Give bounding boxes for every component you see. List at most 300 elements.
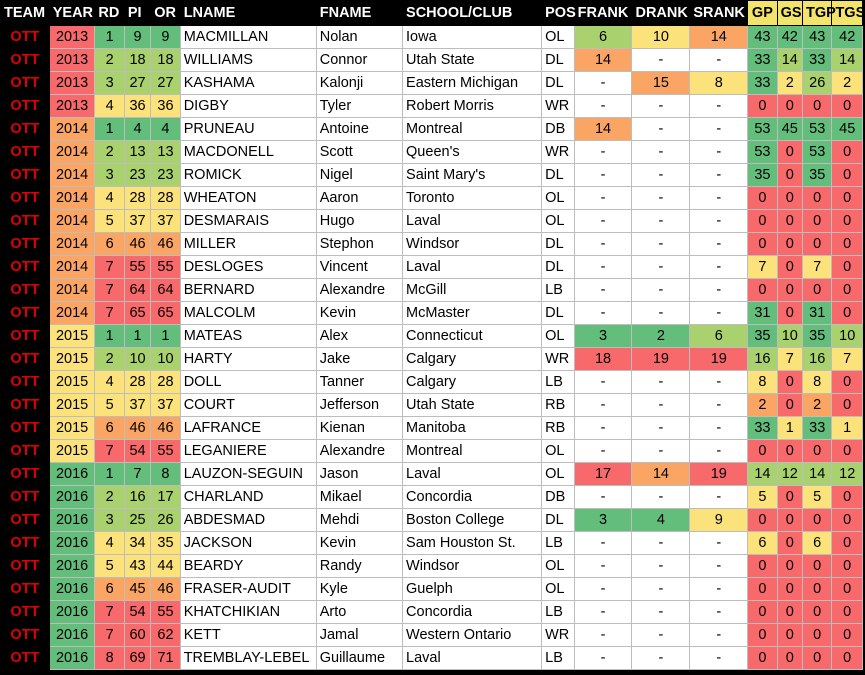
cell-school-club: Montreal [403,440,542,463]
column-header-school-club[interactable]: SCHOOL/CLUB [403,1,542,26]
cell-school-club: Robert Morris [403,95,542,118]
cell-frank: - [574,95,632,118]
cell-srank: - [690,371,748,394]
cell-or: 13 [151,141,180,164]
cell-fname: Tyler [316,95,402,118]
cell-or: 64 [151,279,180,302]
cell-drank: - [632,210,690,233]
cell-gs: 0 [777,555,802,578]
cell-drank: - [632,49,690,72]
cell-pos: WR [542,348,574,371]
cell-rd: 4 [95,187,124,210]
cell-team: OTT [1,532,50,555]
cell-gs: 10 [777,325,802,348]
cell-tgp: 0 [803,578,832,601]
cell-gs: 0 [777,164,802,187]
cell-school-club: Laval [403,647,542,670]
table-row[interactable] [1,417,863,440]
column-header-tgs[interactable]: TGS [832,1,863,26]
cell-pos: LB [542,601,574,624]
table-row[interactable] [1,394,863,417]
cell-drank: - [632,118,690,141]
cell-fname: Alexandre [316,279,402,302]
cell-gp: 16 [748,348,777,371]
cell-drank: - [632,394,690,417]
cell-srank: - [690,302,748,325]
cell-gp: 0 [748,578,777,601]
cell-tgs: 0 [832,578,863,601]
cell-or: 1 [151,325,180,348]
cell-lname: HARTY [180,348,316,371]
table-row[interactable] [1,509,863,532]
cell-year: 2016 [49,463,95,486]
cell-tgp: 0 [803,555,832,578]
cell-frank: - [574,302,632,325]
cell-lname: DOLL [180,371,316,394]
cell-pi: 1 [124,325,150,348]
cell-rd: 5 [95,555,124,578]
cell-team: OTT [1,49,50,72]
cell-team: OTT [1,463,50,486]
cell-srank: 8 [690,72,748,95]
header-row [1,1,863,26]
cell-tgs: 0 [832,532,863,555]
cell-rd: 4 [95,95,124,118]
cell-year: 2015 [49,440,95,463]
cell-lname: KHATCHIKIAN [180,601,316,624]
cell-or: 8 [151,463,180,486]
cell-fname: Nigel [316,164,402,187]
cell-school-club: Iowa [403,26,542,49]
table-row[interactable] [1,256,863,279]
column-header-rd[interactable]: RD [95,1,124,26]
cell-school-club: Western Ontario [403,624,542,647]
table-row[interactable] [1,601,863,624]
cell-school-club: Windsor [403,555,542,578]
cell-drank: - [632,256,690,279]
cell-gs: 0 [777,371,802,394]
cell-year: 2016 [49,486,95,509]
table-row[interactable] [1,555,863,578]
cell-tgp: 0 [803,210,832,233]
table-row[interactable] [1,164,863,187]
cell-rd: 3 [95,72,124,95]
column-header-gs[interactable]: GS [777,1,802,26]
cell-gp: 0 [748,440,777,463]
cell-or: 44 [151,555,180,578]
cell-pos: DL [542,49,574,72]
cell-fname: Alex [316,325,402,348]
cell-rd: 7 [95,302,124,325]
cell-drank: - [632,95,690,118]
cell-frank: - [574,555,632,578]
cell-gs: 0 [777,624,802,647]
table-row[interactable] [1,440,863,463]
cell-gp: 0 [748,95,777,118]
cell-gs: 45 [777,118,802,141]
cell-tgp: 26 [803,72,832,95]
cell-year: 2013 [49,95,95,118]
cell-fname: Jefferson [316,394,402,417]
column-header-srank[interactable]: SRANK [690,1,748,26]
cell-rd: 4 [95,371,124,394]
cell-pi: 37 [124,394,150,417]
cell-tgs: 0 [832,233,863,256]
column-header-year[interactable]: YEAR [49,1,95,26]
cell-drank: - [632,371,690,394]
table-row[interactable] [1,233,863,256]
cell-drank: - [632,417,690,440]
column-header-gp[interactable]: GP [748,1,777,26]
cell-team: OTT [1,256,50,279]
cell-fname: Guillaume [316,647,402,670]
cell-srank: - [690,187,748,210]
cell-tgp: 2 [803,394,832,417]
cell-pi: 7 [124,463,150,486]
cell-frank: - [574,532,632,555]
cell-pos: DL [542,164,574,187]
cell-srank: - [690,578,748,601]
cell-drank: - [632,279,690,302]
cell-gs: 1 [777,417,802,440]
cell-srank: - [690,486,748,509]
cell-fname: Arto [316,601,402,624]
table-row[interactable] [1,187,863,210]
cell-gs: 2 [777,72,802,95]
cell-gp: 53 [748,141,777,164]
cell-or: 46 [151,578,180,601]
cell-rd: 1 [95,463,124,486]
cell-frank: - [574,279,632,302]
cell-school-club: Utah State [403,394,542,417]
cell-gp: 35 [748,164,777,187]
cell-or: 28 [151,371,180,394]
cell-rd: 6 [95,578,124,601]
cell-lname: DESMARAIS [180,210,316,233]
cell-gs: 0 [777,532,802,555]
cell-srank: - [690,164,748,187]
cell-pi: 25 [124,509,150,532]
cell-fname: Alexandre [316,440,402,463]
cell-fname: Mikael [316,486,402,509]
cell-pos: LB [542,532,574,555]
cell-gp: 0 [748,601,777,624]
cell-school-club: McGill [403,279,542,302]
cell-rd: 5 [95,210,124,233]
cell-gp: 8 [748,371,777,394]
cell-lname: BEARDY [180,555,316,578]
cell-year: 2014 [49,233,95,256]
table-row[interactable] [1,647,863,670]
cell-gp: 2 [748,394,777,417]
cell-pos: WR [542,141,574,164]
column-header-team[interactable]: TEAM [1,1,50,26]
cell-team: OTT [1,325,50,348]
cell-tgs: 0 [832,371,863,394]
cell-tgs: 42 [832,26,863,49]
cell-frank: 18 [574,348,632,371]
cell-rd: 7 [95,279,124,302]
column-header-lname[interactable]: LNAME [180,1,316,26]
cell-lname: MATEAS [180,325,316,348]
cell-tgs: 0 [832,141,863,164]
cell-team: OTT [1,348,50,371]
table-row[interactable] [1,486,863,509]
cell-school-club: Eastern Michigan [403,72,542,95]
cell-lname: DESLOGES [180,256,316,279]
cell-pi: 64 [124,279,150,302]
cell-lname: MACDONELL [180,141,316,164]
cell-school-club: Concordia [403,601,542,624]
cell-rd: 1 [95,26,124,49]
cell-team: OTT [1,233,50,256]
cell-gs: 0 [777,95,802,118]
cell-fname: Kevin [316,532,402,555]
cell-tgs: 0 [832,624,863,647]
cell-school-club: Utah State [403,49,542,72]
cell-srank: - [690,118,748,141]
column-header-frank[interactable]: FRANK [574,1,632,26]
cell-school-club: Saint Mary's [403,164,542,187]
cell-gs: 0 [777,394,802,417]
table-row[interactable] [1,95,863,118]
cell-pi: 69 [124,647,150,670]
cell-year: 2014 [49,187,95,210]
cell-drank: 19 [632,348,690,371]
cell-tgs: 12 [832,463,863,486]
cell-tgp: 6 [803,532,832,555]
cell-team: OTT [1,210,50,233]
cell-srank: - [690,601,748,624]
cell-tgp: 14 [803,463,832,486]
cell-pi: 60 [124,624,150,647]
cell-year: 2016 [49,509,95,532]
cell-year: 2015 [49,417,95,440]
cell-gs: 0 [777,486,802,509]
cell-school-club: Laval [403,210,542,233]
cell-tgp: 53 [803,141,832,164]
table-row[interactable] [1,578,863,601]
cell-or: 37 [151,210,180,233]
cell-pi: 37 [124,210,150,233]
cell-school-club: Laval [403,256,542,279]
cell-pos: OL [542,26,574,49]
cell-fname: Jake [316,348,402,371]
cell-gp: 0 [748,647,777,670]
cell-pi: 34 [124,532,150,555]
table-row[interactable] [1,325,863,348]
cell-year: 2015 [49,348,95,371]
cell-gs: 14 [777,49,802,72]
cell-tgp: 33 [803,49,832,72]
cell-gp: 35 [748,325,777,348]
cell-fname: Kienan [316,417,402,440]
cell-tgp: 0 [803,647,832,670]
cell-or: 26 [151,509,180,532]
cell-tgs: 0 [832,256,863,279]
cell-frank: 14 [574,118,632,141]
cell-tgs: 0 [832,486,863,509]
cell-school-club: Laval [403,463,542,486]
table-row[interactable] [1,624,863,647]
cell-rd: 2 [95,486,124,509]
cell-fname: Jamal [316,624,402,647]
cell-gp: 6 [748,532,777,555]
cell-school-club: Boston College [403,509,542,532]
table-row[interactable] [1,532,863,555]
cell-lname: WHEATON [180,187,316,210]
cell-pi: 10 [124,348,150,371]
column-header-pos[interactable]: POS [542,1,574,26]
cell-team: OTT [1,601,50,624]
column-header-drank[interactable]: DRANK [632,1,690,26]
cell-tgs: 0 [832,210,863,233]
cell-gs: 0 [777,210,802,233]
cell-lname: TREMBLAY-LEBEL [180,647,316,670]
cell-srank: - [690,532,748,555]
cell-rd: 8 [95,647,124,670]
cell-or: 10 [151,348,180,371]
column-header-or[interactable]: OR [151,1,180,26]
cell-gp: 7 [748,256,777,279]
table-row[interactable] [1,210,863,233]
cell-drank: - [632,624,690,647]
cell-rd: 3 [95,164,124,187]
cell-drank: - [632,647,690,670]
cell-pos: RB [542,417,574,440]
cell-gp: 33 [748,49,777,72]
cell-tgs: 0 [832,164,863,187]
cell-pi: 9 [124,26,150,49]
cell-frank: - [574,210,632,233]
cell-lname: LEGANIERE [180,440,316,463]
cell-tgp: 0 [803,509,832,532]
cell-year: 2013 [49,72,95,95]
cell-gp: 14 [748,463,777,486]
cell-tgs: 0 [832,647,863,670]
column-header-pi[interactable]: PI [124,1,150,26]
cell-year: 2016 [49,532,95,555]
cell-srank: 19 [690,463,748,486]
cell-pos: OL [542,555,574,578]
cell-year: 2014 [49,118,95,141]
cell-drank: - [632,601,690,624]
cell-frank: - [574,394,632,417]
cell-lname: COURT [180,394,316,417]
cell-frank: 14 [574,49,632,72]
cell-fname: Kevin [316,302,402,325]
cell-or: 65 [151,302,180,325]
cell-fname: Connor [316,49,402,72]
cell-srank: - [690,440,748,463]
table-row[interactable] [1,279,863,302]
cell-pi: 55 [124,256,150,279]
cell-fname: Hugo [316,210,402,233]
cell-rd: 2 [95,348,124,371]
cell-pi: 54 [124,601,150,624]
cell-tgp: 0 [803,601,832,624]
cell-or: 28 [151,187,180,210]
cell-team: OTT [1,95,50,118]
cell-team: OTT [1,26,50,49]
cell-srank: - [690,49,748,72]
cell-gs: 0 [777,187,802,210]
cell-frank: 6 [574,26,632,49]
cell-gs: 42 [777,26,802,49]
table-row[interactable] [1,141,863,164]
cell-drank: - [632,578,690,601]
column-header-fname[interactable]: FNAME [316,1,402,26]
cell-fname: Kalonji [316,72,402,95]
table-row[interactable] [1,302,863,325]
cell-school-club: Concordia [403,486,542,509]
cell-lname: LAFRANCE [180,417,316,440]
table-row[interactable] [1,463,863,486]
cell-gp: 0 [748,509,777,532]
table-row[interactable] [1,26,863,49]
cell-or: 55 [151,256,180,279]
cell-frank: - [574,601,632,624]
cell-or: 36 [151,95,180,118]
cell-tgp: 33 [803,417,832,440]
cell-drank: 14 [632,463,690,486]
cell-year: 2015 [49,371,95,394]
cell-gs: 0 [777,256,802,279]
cell-team: OTT [1,555,50,578]
table-row[interactable] [1,72,863,95]
table-row[interactable] [1,49,863,72]
cell-team: OTT [1,164,50,187]
cell-drank: - [632,555,690,578]
cell-pi: 36 [124,95,150,118]
cell-frank: - [574,141,632,164]
cell-school-club: Calgary [403,371,542,394]
cell-gs: 0 [777,509,802,532]
cell-tgs: 0 [832,279,863,302]
table-row[interactable] [1,118,863,141]
cell-rd: 3 [95,509,124,532]
cell-pi: 43 [124,555,150,578]
cell-gs: 0 [777,647,802,670]
cell-pi: 23 [124,164,150,187]
cell-or: 55 [151,440,180,463]
cell-drank: - [632,141,690,164]
table-row[interactable] [1,348,863,371]
cell-or: 46 [151,417,180,440]
cell-srank: - [690,210,748,233]
cell-gs: 12 [777,463,802,486]
cell-lname: PRUNEAU [180,118,316,141]
cell-gs: 0 [777,440,802,463]
cell-pos: WR [542,95,574,118]
cell-srank: - [690,394,748,417]
cell-pi: 28 [124,371,150,394]
cell-pi: 46 [124,233,150,256]
cell-frank: - [574,164,632,187]
table-row[interactable] [1,371,863,394]
cell-gp: 0 [748,187,777,210]
cell-drank: - [632,302,690,325]
cell-pos: LB [542,647,574,670]
cell-fname: Kyle [316,578,402,601]
cell-fname: Scott [316,141,402,164]
cell-lname: MILLER [180,233,316,256]
cell-rd: 7 [95,601,124,624]
cell-pos: LB [542,371,574,394]
column-header-tgp[interactable]: TGP [803,1,832,26]
cell-frank: - [574,72,632,95]
cell-fname: Aaron [316,187,402,210]
